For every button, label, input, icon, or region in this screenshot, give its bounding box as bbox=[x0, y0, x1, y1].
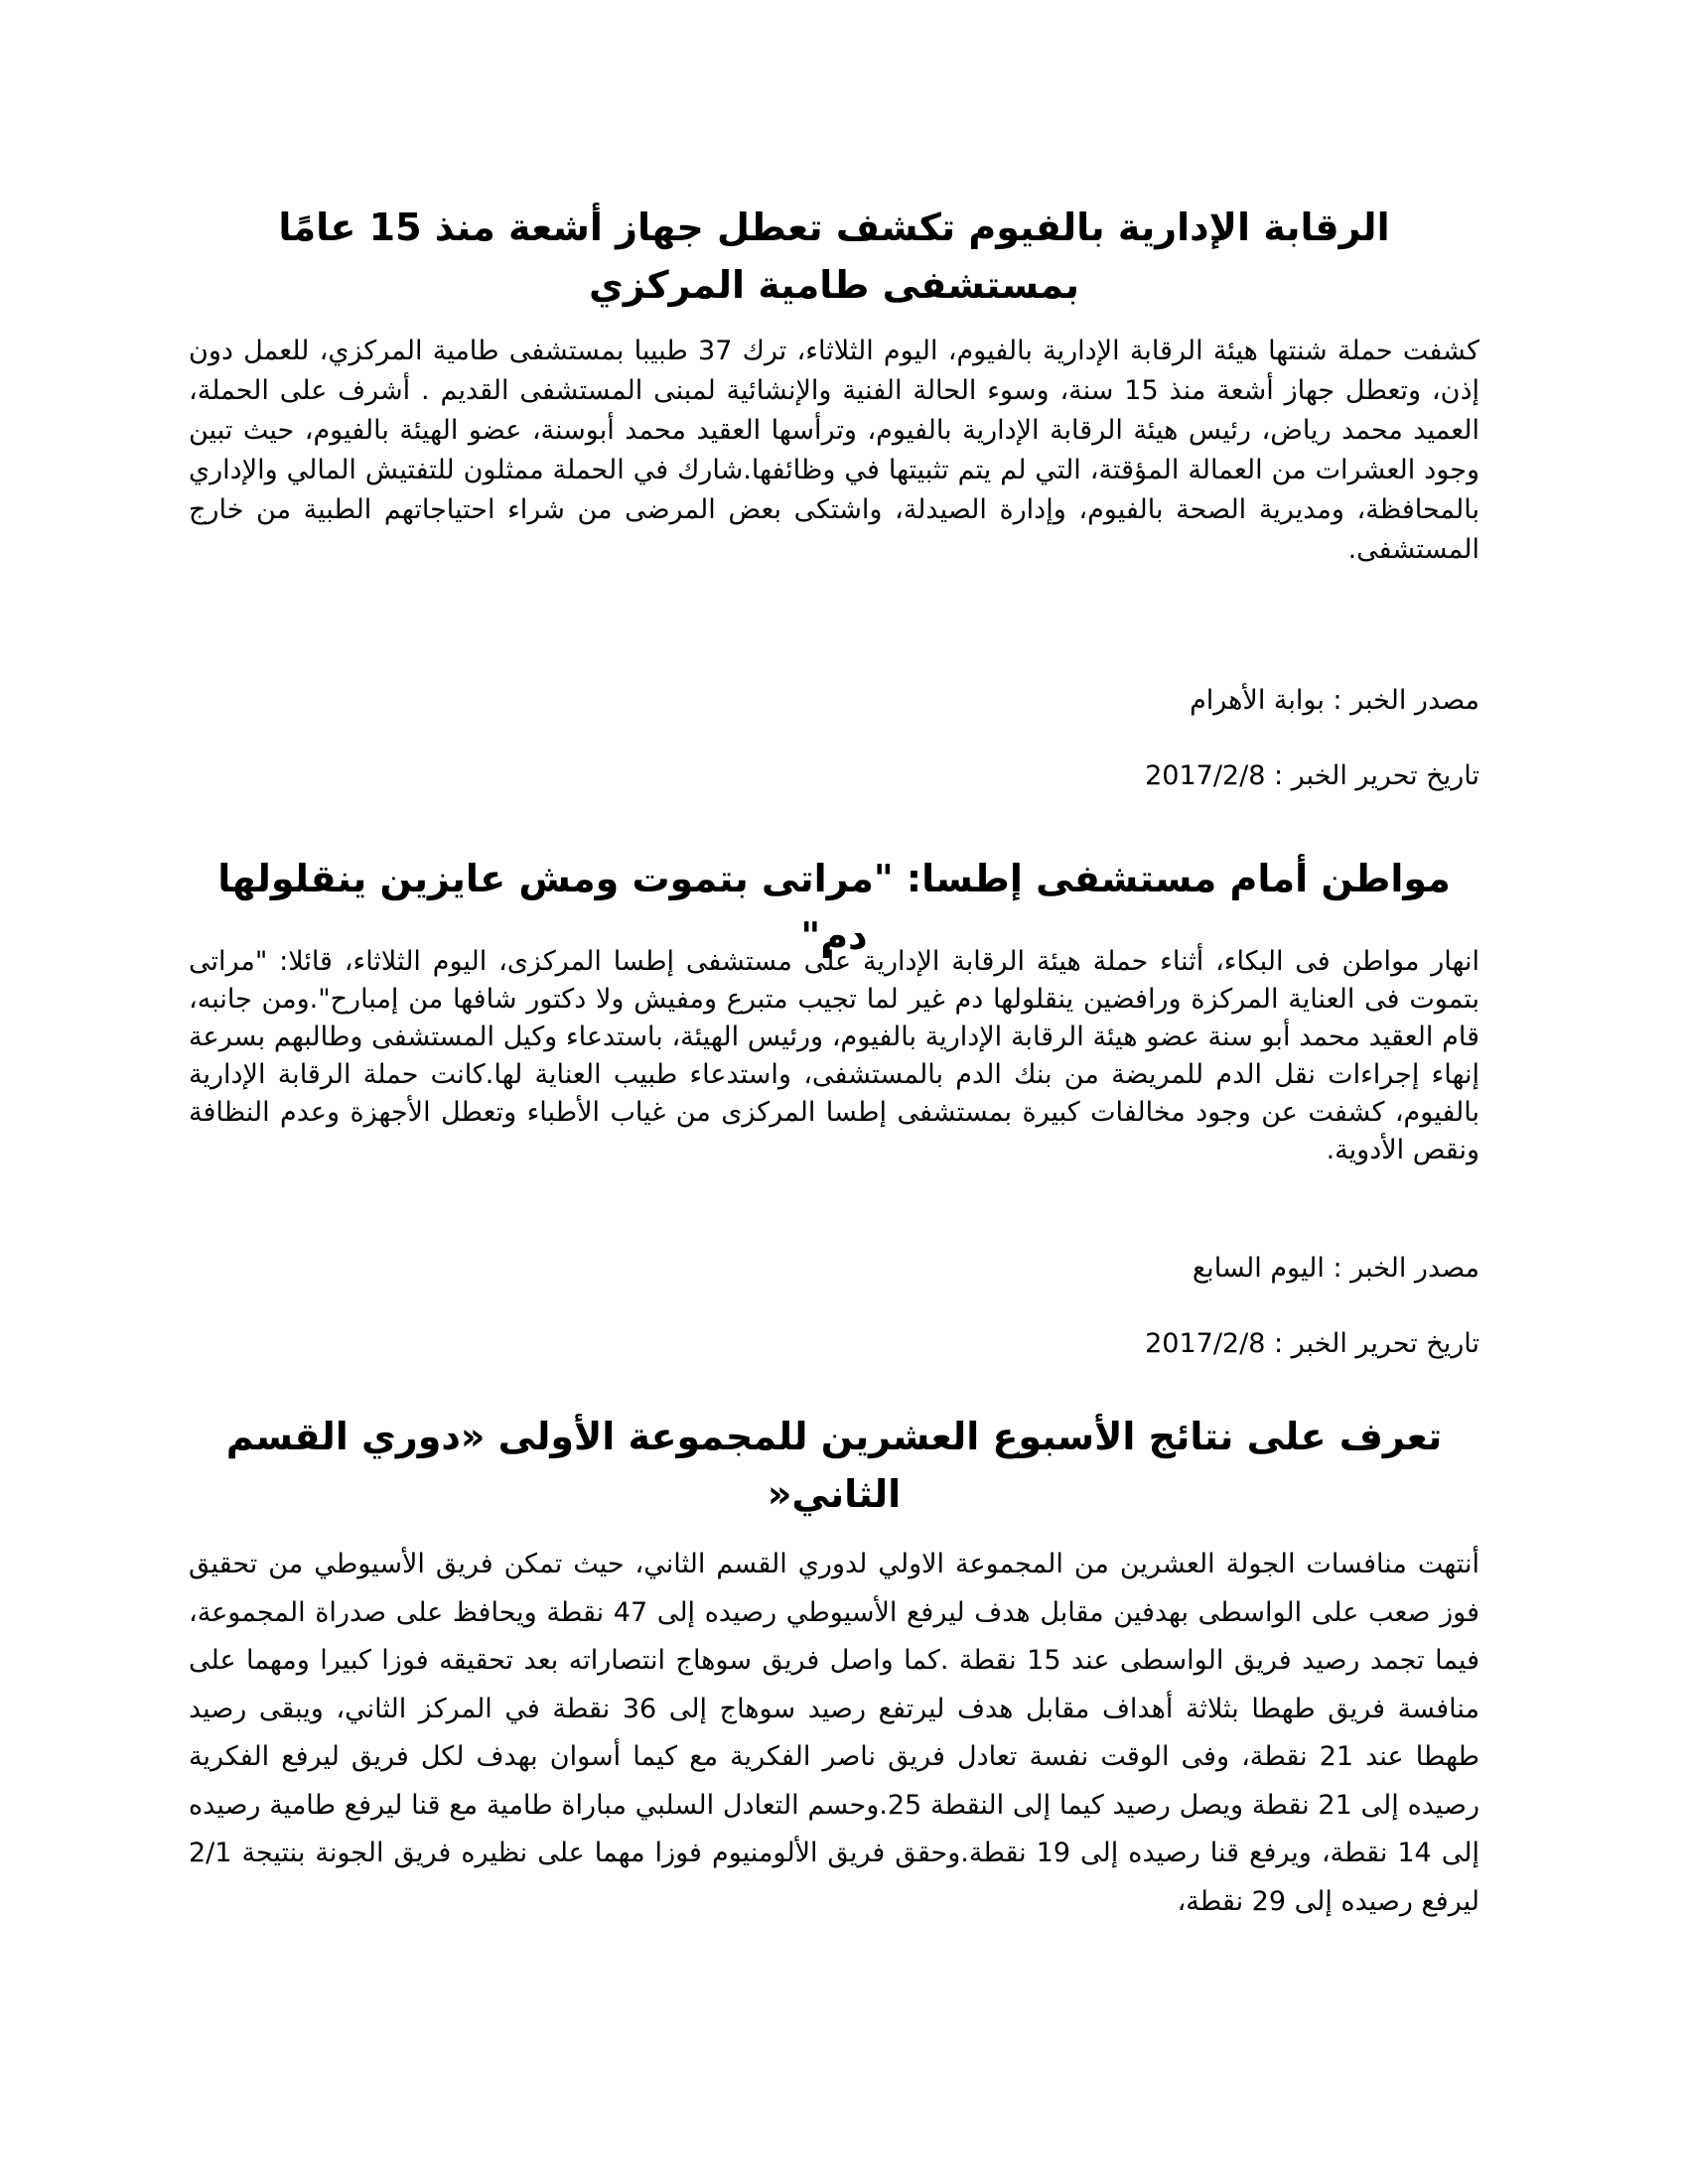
article-3-title: تعرف على نتائج الأسبوع العشرين للمجموعة الأولى «دوري القسم الثاني« bbox=[225, 1415, 1443, 1516]
article-1-title: الرقابة الإدارية بالفيوم تكشف تعطل جهاز أشعة منذ 15 عامًا بمستشفى طامية المركزي bbox=[278, 205, 1390, 307]
article-1-date: تاريخ تحرير الخبر : 2017/2/8 bbox=[1145, 760, 1479, 791]
article-2-date: تاريخ تحرير الخبر : 2017/2/8 bbox=[1145, 1328, 1479, 1359]
article-1-body: كشفت حملة شنتها هيئة الرقابة الإدارية بالفيوم، اليوم الثلاثاء، ترك 37 طبيبا بمستشفى طامية المركزي، للعمل دون إذن، وتعطل جهاز أشعة منذ 15 سنة، وسوء الحالة الفنية والإنشائية لمبنى المستشفى القديم . أشرف على الحملة، العميد محمد رياض، رئيس هيئة الرقابة الإدارية بالفيوم، وترأسها العقيد محمد أبوسنة، عضو الهيئة بالفيوم، حيث تبين وجود العشرات من العمالة المؤقتة، التي لم يتم تثبيتها في وظائفها.شارك في الحملة ممثلون للتفتيش المالي والإداري بالمحافظة، ومديرية الصحة بالفيوم، وإدارة الصيدلة، واشتكى بعض المرضى من شراء احتياجاتهم الطبية من خارج المستشفى. bbox=[189, 336, 1479, 565]
article-3-body: أنتهت منافسات الجولة العشرين من المجموعة الاولي لدوري القسم الثاني، حيث تمكن فريق الأسيوطي من تحقيق فوز صعب على الواسطى بهدفين مقابل هدف ليرفع الأسيوطي رصيده إلى 47 نقطة ويحافظ على صدراة المجموعة، فيما تجمد رصيد فريق الواسطى عند 15 نقطة .كما واصل فريق سوهاج انتصاراته بعد تحقيقه فوزا كبيرا ومهما على منافسة فريق طهطا بثلاثة أهداف مقابل هدف ليرتفع رصيد سوهاج إلى 36 نقطة في المركز الثاني، ويبقى رصيد طهطا عند 21 نقطة، وفى الوقت نفسة تعادل فريق ناصر الفكرية مع كيما أسوان بهدف لكل فريق ليرفع الفكرية رصيده إلى 21 نقطة ويصل رصيد كيما إلى النقطة 25.وحسم التعادل السلبي مباراة طامية مع قنا ليرفع طامية رصيده إلى 14 نقطة، ويرفع قنا رصيده إلى 19 نقطة.وحقق فريق الألومنيوم فوزا مهما على نظيره فريق الجونة بنتيجة 2/1 ليرفع رصيده إلى 29 نقطة، bbox=[189, 1549, 1480, 1917]
article-2-title: مواطن أمام مستشفى إطسا: "مراتى بتموت ومش عايزين ينقلولها دم" bbox=[217, 857, 1451, 958]
article-2-body: انهار مواطن فى البكاء، أثناء حملة هيئة الرقابة الإدارية على مستشفى إطسا المركزى، اليوم الثلاثاء، قائلا: "مراتى بتموت فى العناية المركزة ورافضين ينقلولها دم غير لما تجيب متبرع ومفيش ولا دكتور شافها من إمبارح".ومن جانبه، قام العقيد محمد أبو سنة عضو هيئة الرقابة الإدارية بالفيوم، ورئيس الهيئة، باستدعاء وكيل المستشفى وطالبهم بسرعة إنهاء إجراءات نقل الدم للمريضة من بنك الدم بالمستشفى، واستدعاء طبيب العناية لها.كانت حملة الرقابة الإدارية بالفيوم، كشفت عن وجود مخالفات كبيرة بمستشفى إطسا المركزى من غياب الأطباء وتعطل الأجهزة وعدم النظافة ونقص الأدوية. bbox=[189, 946, 1479, 1165]
article-2-source: مصدر الخبر : اليوم السابع bbox=[1192, 1253, 1479, 1284]
article-1-source: مصدر الخبر : بوابة الأهرام bbox=[1190, 685, 1479, 716]
